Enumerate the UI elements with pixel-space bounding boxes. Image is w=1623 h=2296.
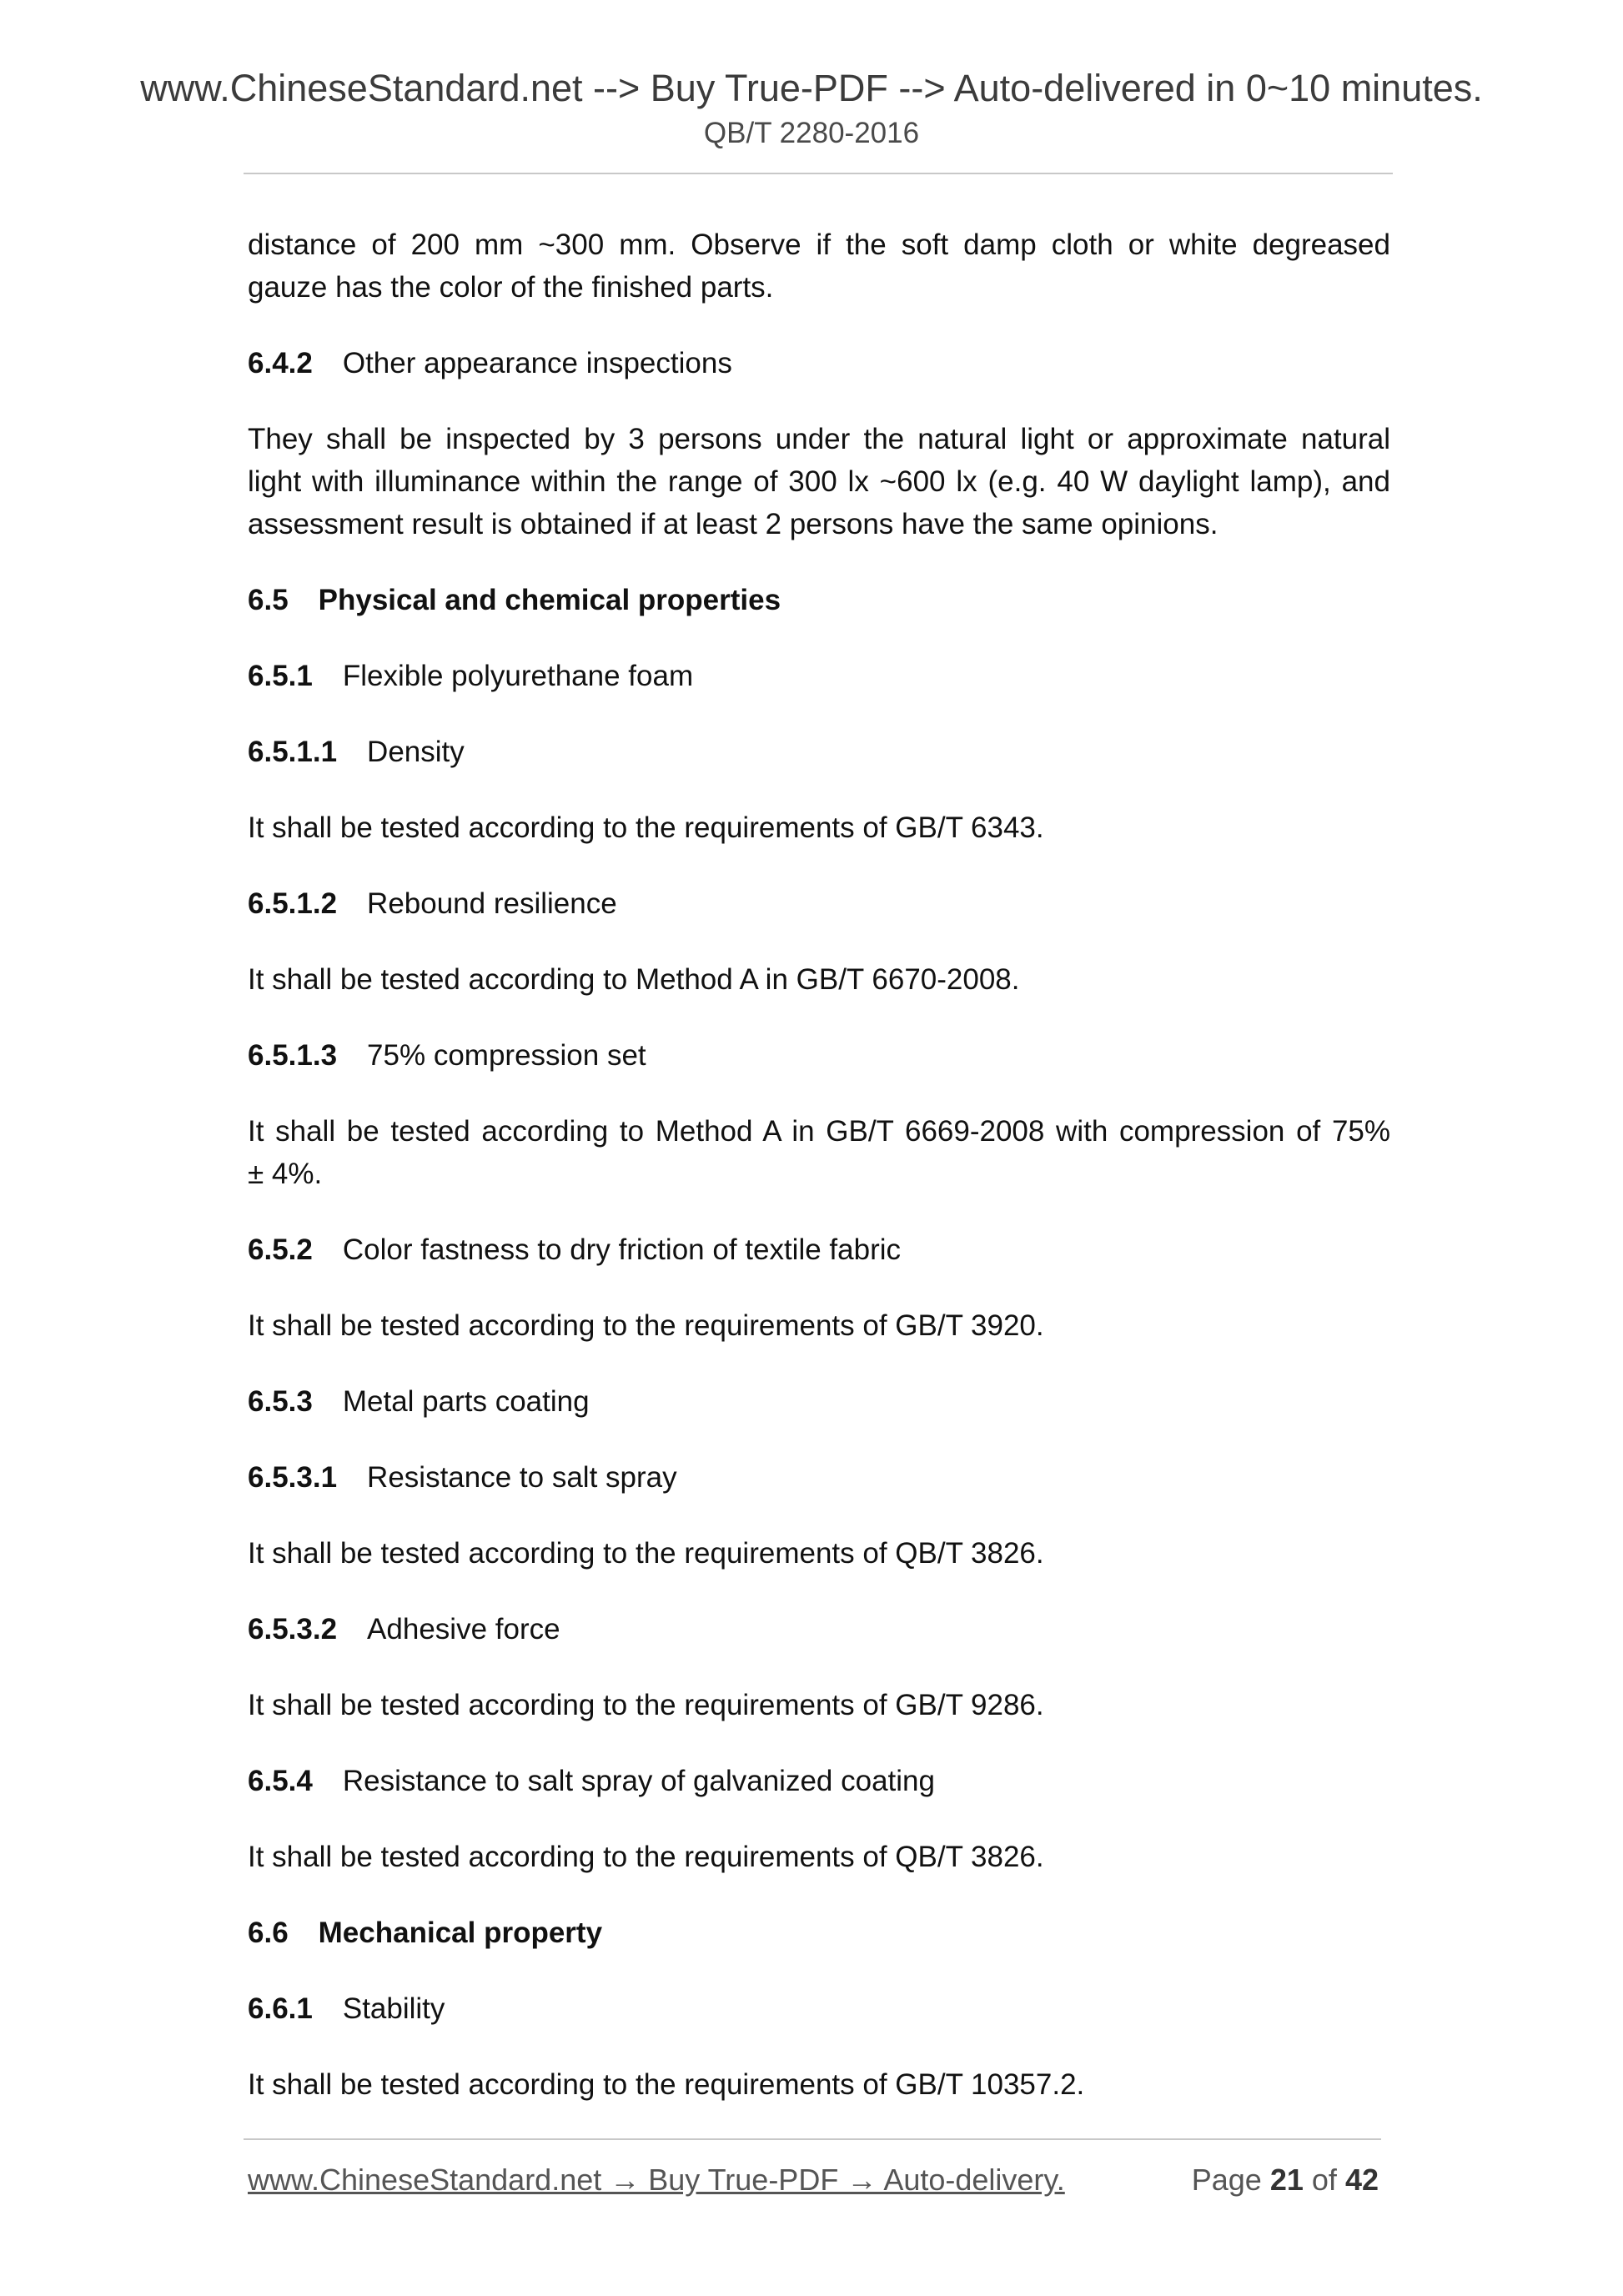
section-number: 6.5.1.2 [248, 887, 338, 920]
header-divider [244, 173, 1393, 174]
page-number: 21 [1269, 2163, 1304, 2197]
section-number: 6.5.3.1 [248, 1461, 338, 1494]
paragraph-salt-spray: It shall be tested according to the requirements of QB/T 3826. [248, 1537, 1044, 1570]
section-title: Stability [342, 1992, 445, 2025]
section-heading-6-5-1-3 [248, 1034, 1390, 1077]
section-number: 6.6 [248, 1917, 289, 1949]
section-title: Color fastness to dry friction of textile fabric [342, 1233, 902, 1266]
paragraph-color-fastness: It shall be tested according to the requirements of GB/T 3920. [248, 1309, 1044, 1342]
section-heading-6-5-1-1 [248, 731, 1390, 773]
footer-divider [244, 2138, 1381, 2140]
section-title: Flexible polyurethane foam [342, 660, 694, 692]
section-heading-6-5-1-2 [248, 882, 1390, 925]
section-number: 6.5.1 [248, 660, 313, 692]
paragraph-adhesive: It shall be tested according to the requirements of GB/T 9286. [248, 1689, 1044, 1721]
paragraph-line: assessment result is obtained if at least 2 persons have the same opinions. [248, 508, 1219, 540]
section-title: Density [367, 736, 465, 768]
section-title: Physical and chemical properties [318, 584, 781, 616]
section-heading-6-5-3 [248, 1380, 1390, 1423]
page-indicator [1192, 2160, 1379, 2200]
section-heading-6-4-2 [248, 342, 1390, 384]
section-title: Mechanical property [318, 1917, 603, 1949]
footer-link[interactable]: www.ChineseStandard.net → Buy True-PDF → Auto-delivery. [248, 2163, 1065, 2197]
paragraph-line: It shall be tested according to Method A in GB/T 6669-2008 with compression of 75% [248, 1115, 1390, 1148]
section-number: 6.5 [248, 584, 289, 616]
section-heading-6-6-1 [248, 1987, 1390, 2030]
section-heading-6-5-1 [248, 655, 1390, 697]
section-number: 6.5.4 [248, 1765, 313, 1797]
paragraph-line: They shall be inspected by 3 persons under the natural light or approximate natural [248, 423, 1390, 455]
section-heading-6-5 [248, 579, 1390, 621]
paragraph-line: light with illuminance within the range of 300 lx ~600 lx (e.g. 40 W daylight lamp), and [248, 465, 1390, 498]
paragraph-line: ± 4%. [248, 1158, 323, 1190]
document-code: QB/T 2280-2016 [703, 117, 920, 149]
paragraph-line: distance of 200 mm ~300 mm. Observe if the soft damp cloth or white degreased [248, 229, 1390, 261]
section-number: 6.5.1.1 [248, 736, 338, 768]
section-heading-6-6 [248, 1912, 1390, 1954]
section-number: 6.5.2 [248, 1233, 313, 1266]
section-number: 6.6.1 [248, 1992, 313, 2025]
paragraph-line: gauze has the color of the finished parts. [248, 271, 774, 304]
section-number: 6.5.3 [248, 1385, 313, 1418]
section-number: 6.4.2 [248, 347, 313, 379]
paragraph-inspection [248, 418, 1390, 545]
page-total: 42 [1344, 2163, 1379, 2197]
paragraph-galvanized: It shall be tested according to the requirements of QB/T 3826. [248, 1841, 1044, 1873]
section-title: Resistance to salt spray [367, 1461, 677, 1494]
paragraph-compression [248, 1110, 1390, 1195]
paragraph-stability: It shall be tested according to the requirements of GB/T 10357.2. [248, 2068, 1085, 2101]
section-number: 6.5.1.3 [248, 1039, 338, 1072]
header-banner: www.ChineseStandard.net --> Buy True-PDF --> Auto-delivered in 0~10 minutes. [140, 67, 1483, 109]
section-heading-6-5-2 [248, 1228, 1390, 1271]
section-title: 75% compression set [367, 1039, 646, 1072]
page-label: Page [1191, 2163, 1262, 2197]
section-heading-6-5-3-1 [248, 1456, 1390, 1499]
section-heading-6-5-4 [248, 1760, 1390, 1802]
section-title: Rebound resilience [367, 887, 617, 920]
paragraph-density: It shall be tested according to the requirements of GB/T 6343. [248, 811, 1044, 844]
paragraph-rebound: It shall be tested according to Method A in GB/T 6670-2008. [248, 963, 1020, 996]
of-label: of [1311, 2163, 1337, 2197]
paragraph-observe [248, 224, 1390, 309]
section-title: Metal parts coating [342, 1385, 590, 1418]
section-title: Other appearance inspections [342, 347, 732, 379]
section-title: Resistance to salt spray of galvanized coating [342, 1765, 935, 1797]
page-content [248, 224, 1390, 2139]
section-number: 6.5.3.2 [248, 1613, 338, 1645]
section-title: Adhesive force [367, 1613, 560, 1645]
section-heading-6-5-3-2 [248, 1608, 1390, 1650]
